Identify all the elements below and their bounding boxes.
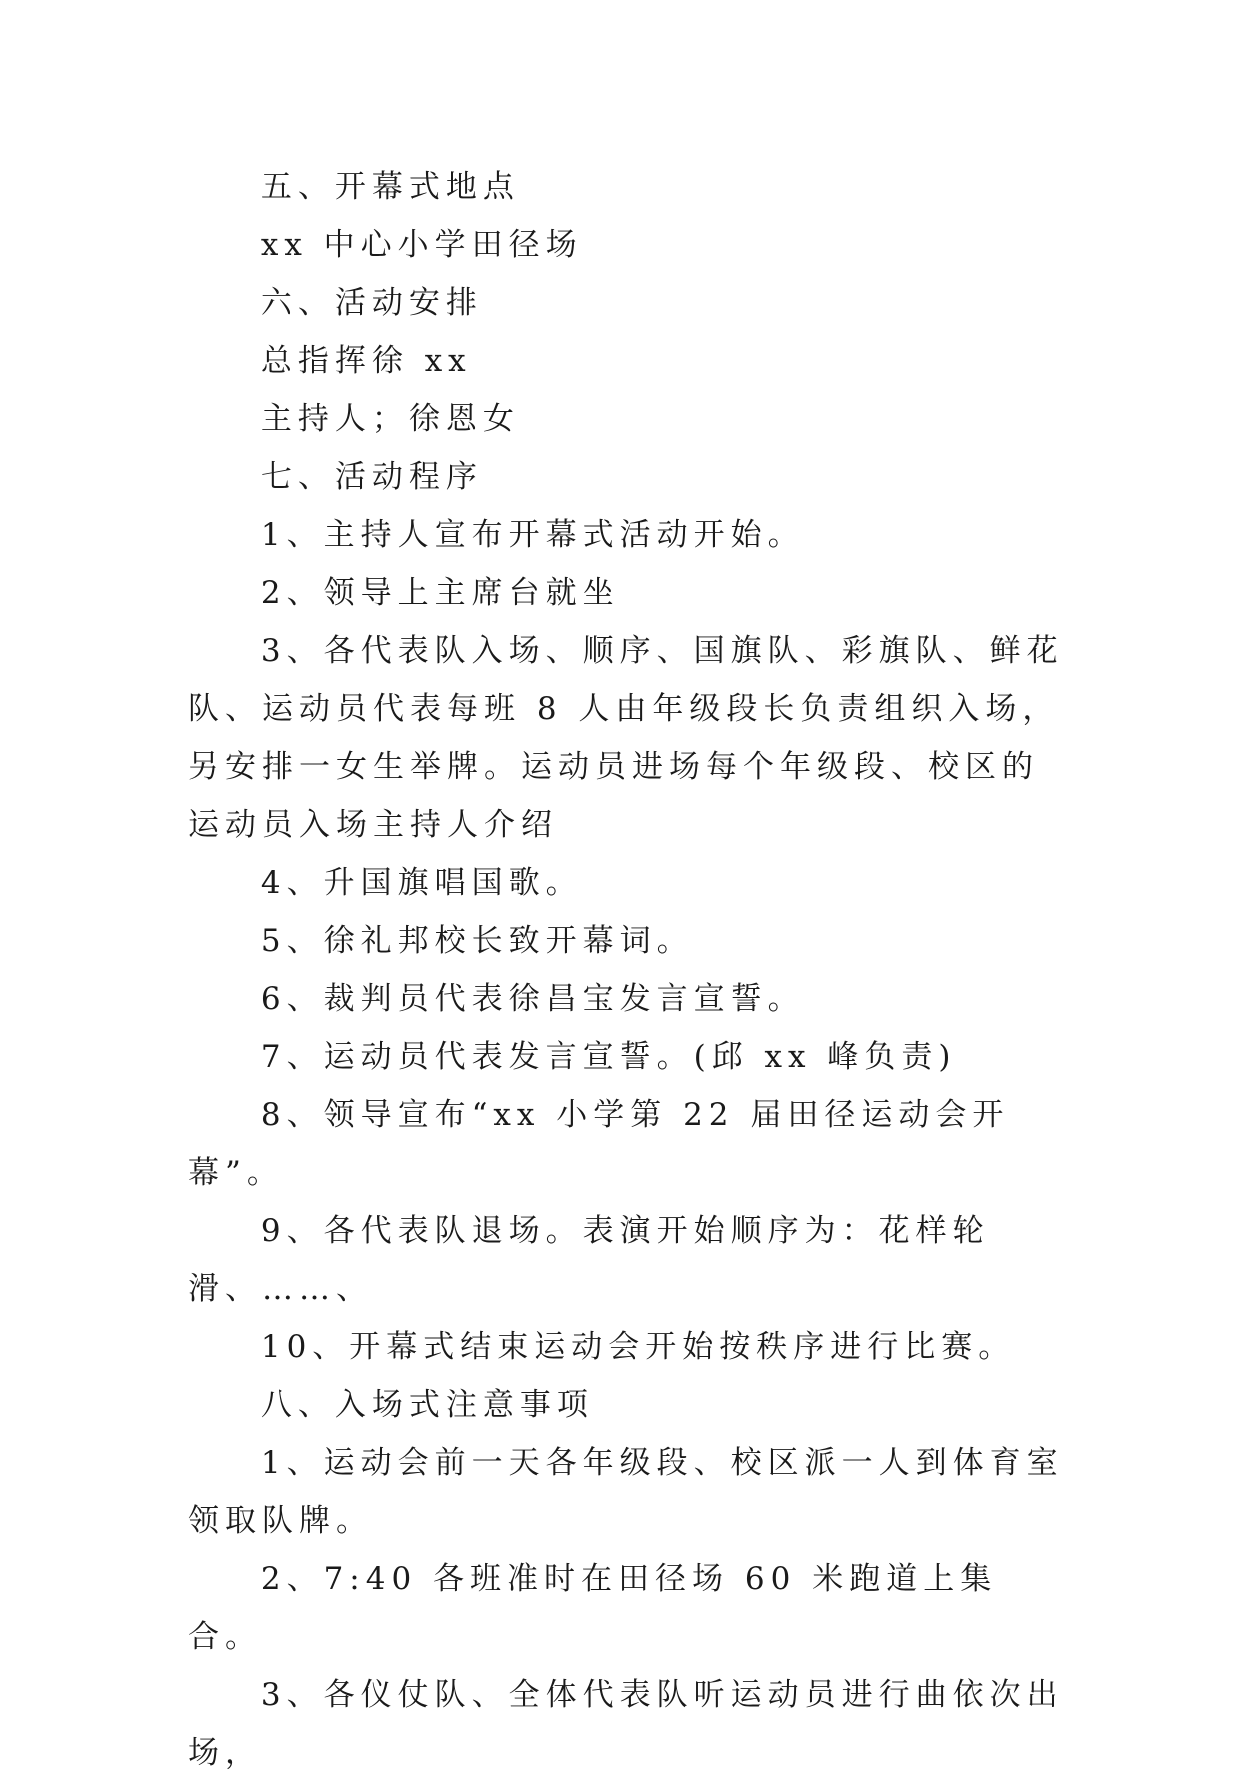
notice-item-2: 2、7:40 各班准时在田径场 60 米跑道上集合。 xyxy=(188,1561,998,1655)
section-heading-8: 八、入场式注意事项 xyxy=(260,1387,594,1423)
section-heading-5: 五、开幕式地点 xyxy=(260,169,520,205)
program-item-7: 7、运动员代表发言宣誓。(邱 xx 峰负责) xyxy=(260,1039,957,1075)
program-item-8: 8、领导宣布“xx 小学第 22 届田径运动会开幕”。 xyxy=(188,1097,1010,1191)
program-item-2: 2、领导上主席台就坐 xyxy=(260,575,620,611)
notice-item-1: 1、运动会前一天各年级段、校区派一人到体育室领取队牌。 xyxy=(188,1445,1064,1539)
program-item-4: 4、升国旗唱国歌。 xyxy=(260,865,583,901)
host-text: 主持人；徐恩女 xyxy=(260,401,520,437)
program-item-6: 6、裁判员代表徐昌宝发言宣誓。 xyxy=(260,981,805,1017)
notice-item-3: 3、各仪仗队、全体代表队听运动员进行曲依次出场， xyxy=(188,1677,1064,1771)
program-item-10: 10、开幕式结束运动会开始按秩序进行比赛。 xyxy=(260,1329,1016,1365)
section-heading-6: 六、活动安排 xyxy=(260,285,483,321)
program-item-9: 9、各代表队退场。表演开始顺序为：花样轮滑、……、 xyxy=(188,1213,990,1307)
section-heading-7: 七、活动程序 xyxy=(260,459,483,495)
commander-text: 总指挥徐 xx xyxy=(260,343,472,379)
venue-text: xx 中心小学田径场 xyxy=(260,227,583,263)
program-item-1: 1、主持人宣布开幕式活动开始。 xyxy=(260,517,805,553)
program-item-5: 5、徐礼邦校长致开幕词。 xyxy=(260,923,694,959)
document-body xyxy=(188,158,1068,1782)
program-item-3: 3、各代表队入场、顺序、国旗队、彩旗队、鲜花队、运动员代表每班 8 人由年级段长负责组织入场，另安排一女生举牌。运动员进场每个年级段、校区的运动员入场主持人介绍 xyxy=(188,633,1064,843)
